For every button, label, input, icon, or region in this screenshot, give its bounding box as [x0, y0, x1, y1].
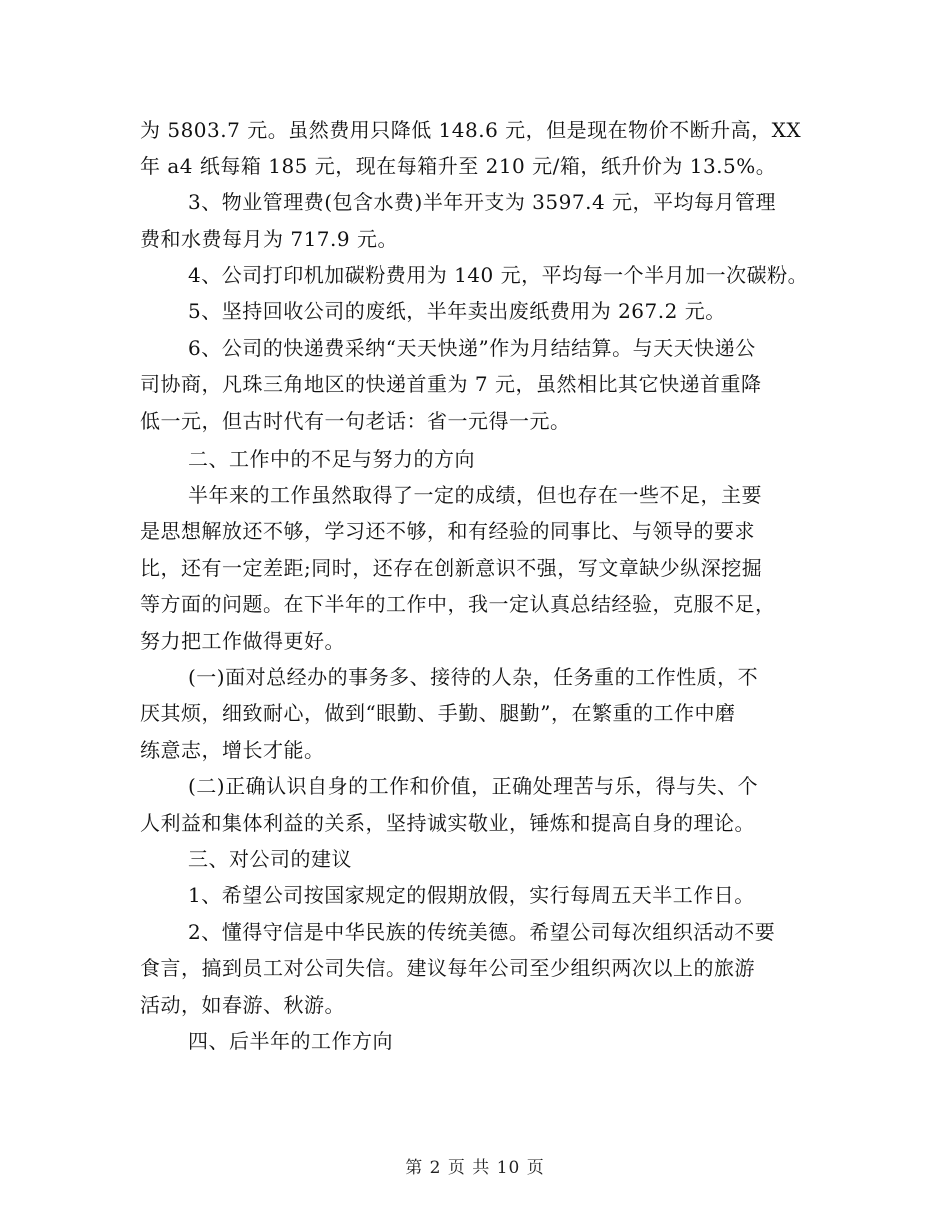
text-line: 比，还有一定差距;同时，还存在创新意识不强，写文章缺少纵深挖掘: [140, 556, 763, 580]
text-line: 练意志，增长才能。: [140, 738, 325, 762]
text-line: 司协商，凡珠三角地区的快递首重为 7 元，虽然相比其它快递首重降: [140, 372, 762, 396]
section-heading: 三、对公司的建议: [188, 847, 352, 871]
text-line: 3、物业管理费(包含水费)半年开支为 3597.4 元，平均每月管理: [188, 190, 777, 214]
text-line: 1、希望公司按国家规定的假期放假，实行每周五天半工作日。: [188, 883, 755, 907]
text-line: 5、坚持回收公司的废纸，半年卖出废纸费用为 267.2 元。: [188, 299, 726, 323]
section-heading: 四、后半年的工作方向: [188, 1029, 393, 1053]
text-line: 6、公司的快递费采纳“天天快递”作为月结结算。与天天快递公: [188, 336, 756, 360]
text-line: 低一元，但古时代有一句老话：省一元得一元。: [140, 409, 571, 433]
text-line: 2、懂得守信是中华民族的传统美德。希望公司每次组织活动不要: [188, 920, 776, 944]
text-line: 为 5803.7 元。虽然费用只降低 148.6 元，但是现在物价不断升高，XX: [140, 118, 802, 142]
text-line: 年 a4 纸每箱 185 元，现在每箱升至 210 元/箱，纸升价为 13.5%。: [140, 154, 777, 178]
text-line: 是思想解放还不够，学习还不够，和有经验的同事比、与领导的要求: [140, 519, 755, 543]
text-line: 等方面的问题。在下半年的工作中，我一定认真总结经验，克服不足，: [140, 592, 776, 616]
text-line: 食言，搞到员工对公司失信。建议每年公司至少组织两次以上的旅游: [140, 956, 755, 980]
section-heading: 二、工作中的不足与努力的方向: [188, 447, 475, 471]
text-line: 厌其烦，细致耐心，做到“眼勤、手勤、腿勤”，在繁重的工作中磨: [140, 701, 736, 725]
text-line: 活动，如春游、秋游。: [140, 993, 345, 1017]
text-line: 半年来的工作虽然取得了一定的成绩，但也存在一些不足，主要: [188, 483, 762, 507]
text-line: 人利益和集体利益的关系，坚持诚实敬业，锤炼和提高自身的理论。: [140, 811, 755, 835]
text-line: 费和水费每月为 717.9 元。: [140, 227, 398, 251]
text-line: (一)面对总经办的事务多、接待的人杂，任务重的工作性质，不: [188, 665, 759, 689]
text-line: 努力把工作做得更好。: [140, 629, 345, 653]
text-line: 4、公司打印机加碳粉费用为 140 元，平均每一个半月加一次碳粉。: [188, 263, 809, 287]
text-line: (二)正确认识自身的工作和价值，正确处理苦与乐，得与失、个: [188, 774, 759, 798]
page-number-footer: 第 2 页 共 10 页: [405, 1158, 545, 1178]
